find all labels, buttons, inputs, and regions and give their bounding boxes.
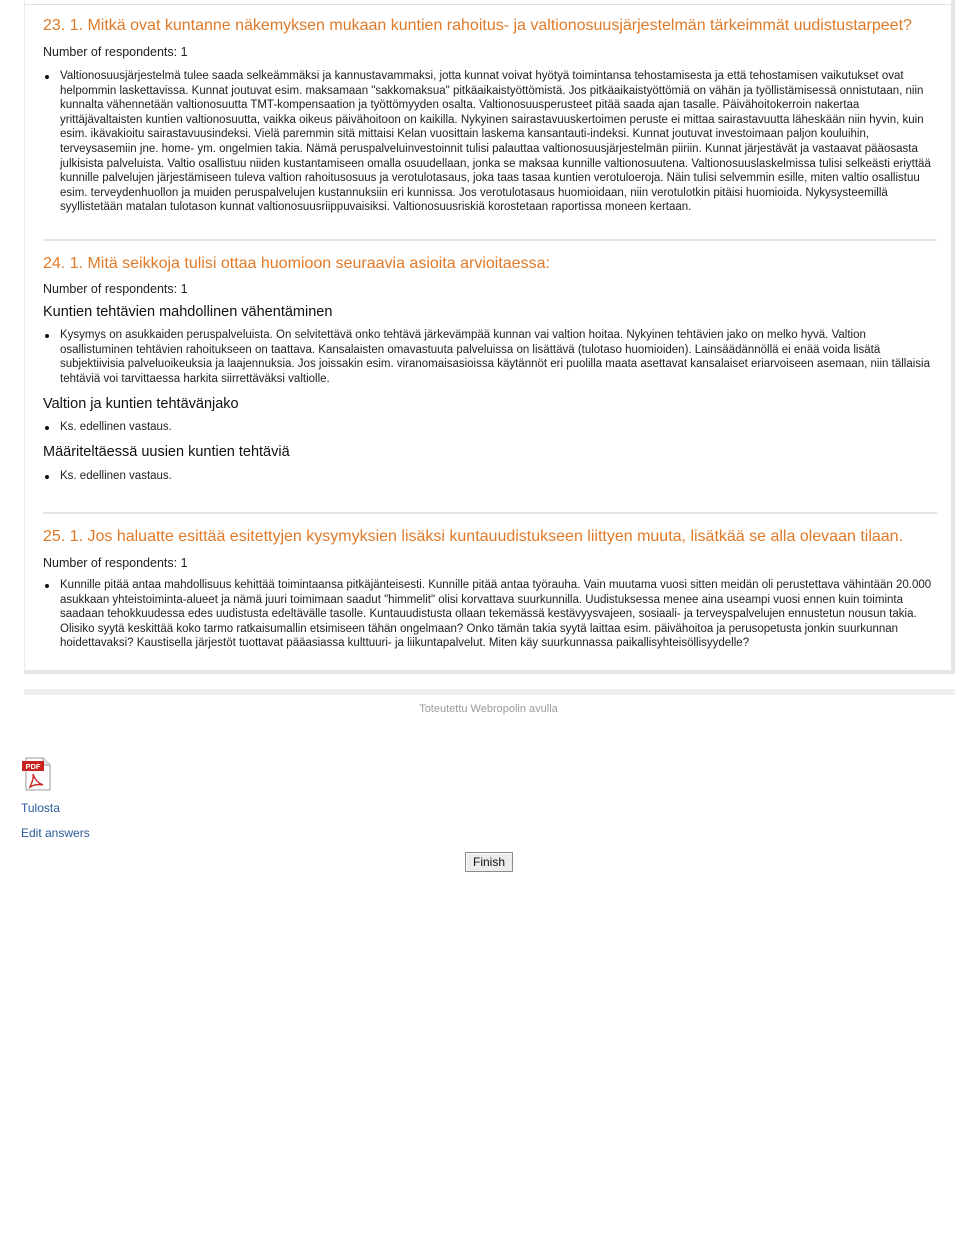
question-24-title: 24. 1. Mitä seikkoja tulisi ottaa huomioon seuraavia asioita arvioitaessa: xyxy=(43,255,550,272)
subquestion-answers xyxy=(43,469,937,484)
pdf-icon-label: PDF xyxy=(25,762,41,771)
print-link[interactable]: Tulosta xyxy=(21,801,60,815)
answer-item: Kysymys on asukkaiden peruspalveluista. On selvitettävä onko tehtävä järkevämpää kunnan vai valtion hoitaa. Nykyinen tehtävien jako on melko hyvä. Valtion osallistuminen tehtävien rahoitukseen on taattava. Kansalaisten omavastuuta palveluissa on lisättävä (tulotaso huomioiden). Lainsäädännöllä ei enää voida lisätä subjektiivisia palveluoikeuksia ja laajennuksia. Jos joissakin esim. viranomaisasioissa käytännöt eri puolilla maata asettavat kansalaiset eriarvoiseen asemaan, niin tällaisia tehtäviä voi tarvittaessa harkita siirrettäväksi valtiolle. xyxy=(43,328,937,386)
answer-item: Valtionosuusjärjestelmä tulee saada selkeämmäksi ja kannustavammaksi, jotta kunnat voivat hyötyä toimintansa tehostamisesta ja että tehostamisen vaikutukset ovat helpommin laskettavissa. Kunnat joutuvat esim. maksamaan "sakkomaksua" pitkäaikaistyöttömistä. Jos pitkäaikaistyöttömiä on vähän ja työllistämisessä onnistutaan, niin kunnalta vähennetään valtionosuutta TMT-kompensaation ja työttömyyden osalta. Valtionosuusperusteet pitää saada ajan tasalle. Päivähoitokerroin nakertaa yrittäjävaltaisten kuntien valtionosuutta, vaikka oikeus päivähoitoon on kaikilla. Nykyinen sairastavuuskertoimen peruste ei mittaa sairastavuutta läheskään niin hyvin, kuin esim. ikävakioitu sairastavuusindeksi. Vielä paremmin sitä mittaisi Kelan vuosittain laskema kansantauti-indeksi. Kunnat joutuvat investoimaan paljon kouluihin, terveysasemiin jne. home- ym. ongelmien takia. Nämä peruspalveluinvestoinnit tulisi palauttaa valtionosuusjärjestelmän piiriin. Kunnat järjestävät ja vastaavat pääosasta julkisista palveluista. Valtio osallistuu niiden kustantamiseen omalla osuudellaan, jonka se maksaa kunnille valtionosuutena. Valtionosuuslaskelmissa tulisi selkeästi eriyttää kunnille palvelujen järjestämiseen tuleva valtion rahoitusosuus ja verotulotasaus, joka taas tasaa kuntien verotuloeroja. Näin tulisi selvemmin esille, miten valtio osallistuu esim. terveydenhuollon ja muiden peruspalvelujen kustannuksiin eri kunnissa. Jos verotulotasaus huomioidaan, niin verotulotkin pitäisi huomioida. Nykysysteemillä syyllistetään matalan tulotason kunnat valtionosuusriippuvaisiksi. Valtionosuusriskiä korostetaan raportissa moneen kertaan. xyxy=(43,69,937,215)
question-23-answers xyxy=(43,69,937,215)
subquestion-heading: Valtion ja kuntien tehtävänjako xyxy=(43,396,239,412)
footer-bar xyxy=(24,689,955,695)
answer-item: Ks. edellinen vastaus. xyxy=(43,469,937,484)
results-panel xyxy=(24,0,955,674)
pdf-icon[interactable] xyxy=(21,757,53,791)
question-25-respondents: Number of respondents: 1 xyxy=(43,556,188,570)
answer-item: Kunnille pitää antaa mahdollisuus kehittää toimintaansa pitkäjänteisesti. Kunnille pitää antaa työrauha. Vain muutama vuosi sitten meidän oli perustettava vähintään 20.000 asukkaan yhteistoiminta-alueet ja nämä juuri toimimaan saadut "himmelit" olisi korvattava suurkunnilla. Uudistuksessa menee aina useampi vuosi ennen kuin toiminta saadaan tehokkuudessa edes uudistusta edeltävälle tasolle. Kuntauudistusta ollaan tekemässä kestävyysvajeen, sosiaali- ja terveyspalvelujen ennustetun nousun takia. Olisiko syytä keskittää koko tarmo ratkaisumallin etsimiseen tähän ongelmaan? Onko tämän takia syytä laittaa esim. päivähoitoa ja perusopetusta jonkin suurkunnan hoidettavaksi? Kaustisella järjestöt tuottavat pääasiassa kulttuuri- ja liikuntapalvelut. Miten käy suurkunnassa paikallisyhteisöllisyydelle? xyxy=(43,578,937,651)
question-23-respondents: Number of respondents: 1 xyxy=(43,45,188,59)
powered-by-text: Toteutettu Webropolin avulla xyxy=(419,703,558,715)
subquestion-heading: Määriteltäessä uusien kuntien tehtäviä xyxy=(43,444,290,460)
top-divider xyxy=(25,4,951,5)
subquestion-heading: Kuntien tehtävien mahdollinen vähentäminen xyxy=(43,304,333,320)
question-23-title: 23. 1. Mitkä ovat kuntanne näkemyksen mukaan kuntien rahoitus- ja valtionosuusjärjestelmän tärkeimmät uudistustarpeet? xyxy=(43,17,912,34)
answer-item: Ks. edellinen vastaus. xyxy=(43,420,937,435)
subquestion-answers xyxy=(43,328,937,386)
question-24-respondents: Number of respondents: 1 xyxy=(43,282,188,296)
edit-answers-link[interactable]: Edit answers xyxy=(21,826,90,840)
subquestion-answers xyxy=(43,420,937,435)
question-25-title: 25. 1. Jos haluatte esittää esitettyjen kysymyksien lisäksi kuntauudistukseen liittyen muuta, lisätkää se alla olevaan tilaan. xyxy=(43,528,904,545)
section-divider xyxy=(43,512,937,514)
section-divider xyxy=(43,239,937,241)
finish-button[interactable]: Finish xyxy=(465,852,513,872)
question-25-answers xyxy=(43,578,937,651)
